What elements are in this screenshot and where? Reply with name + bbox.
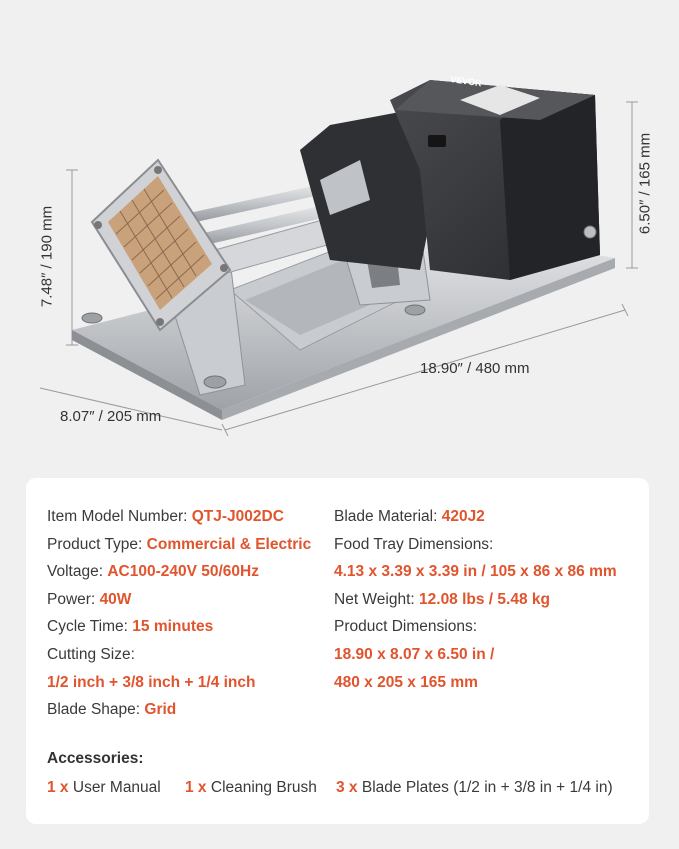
spec-card [26,478,649,824]
spec-product-dimensions-value-2: 480 x 205 x 165 mm [334,673,478,691]
accessory-item-blade-plates: 3 x Blade Plates (1/2 in + 3/8 in + 1/4 in) [336,779,613,796]
motor-housing [300,74,600,280]
spec-voltage: Voltage: AC100-240V 50/60Hz [47,563,259,581]
spec-blade-material: Blade Material: 420J2 [334,508,485,525]
spec-food-tray-label: Food Tray Dimensions: [334,535,494,553]
spec-product-dimensions-value-1: 18.90 x 8.07 x 6.50 in / [334,645,495,663]
spec-blade-shape: Blade Shape: Grid [47,701,177,719]
spec-power: Power: 40W [47,590,132,608]
box-height-dimension-label: 6.50″ / 165 mm [636,132,654,235]
spec-net-weight: Net Weight: 12.08 lbs / 5.48 kg [334,590,550,608]
width-dimension-label: 8.07″ / 205 mm [60,408,162,425]
power-switch [428,135,446,147]
spec-cutting-size-value: 1/2 inch + 3/8 inch + 1/4 inch [47,673,256,691]
length-dimension-label: 18.90″ / 480 mm [420,360,530,377]
accessory-item-manual: 1 x User Manual [47,779,161,796]
spec-cycle-time: Cycle Time: 15 minutes [47,618,214,636]
accessories-title: Accessories: [47,750,144,767]
spec-product-type: Product Type: Commercial & Electric [47,535,312,553]
brand-logo: VEVOR [449,74,483,89]
height-dimension-label: 7.48″ / 190 mm [38,205,56,308]
spec-cutting-size-label: Cutting Size: [47,645,135,663]
accessory-item-brush: 1 x Cleaning Brush [185,779,317,796]
spec-product-dimensions-label: Product Dimensions: [334,618,478,636]
spec-column-left [47,503,311,724]
spec-column-right [334,503,617,696]
spec-food-tray-value: 4.13 x 3.39 x 3.39 in / 105 x 86 x 86 mm [334,563,617,581]
spec-item-model: Item Model Number: QTJ-J002DC [47,508,284,525]
